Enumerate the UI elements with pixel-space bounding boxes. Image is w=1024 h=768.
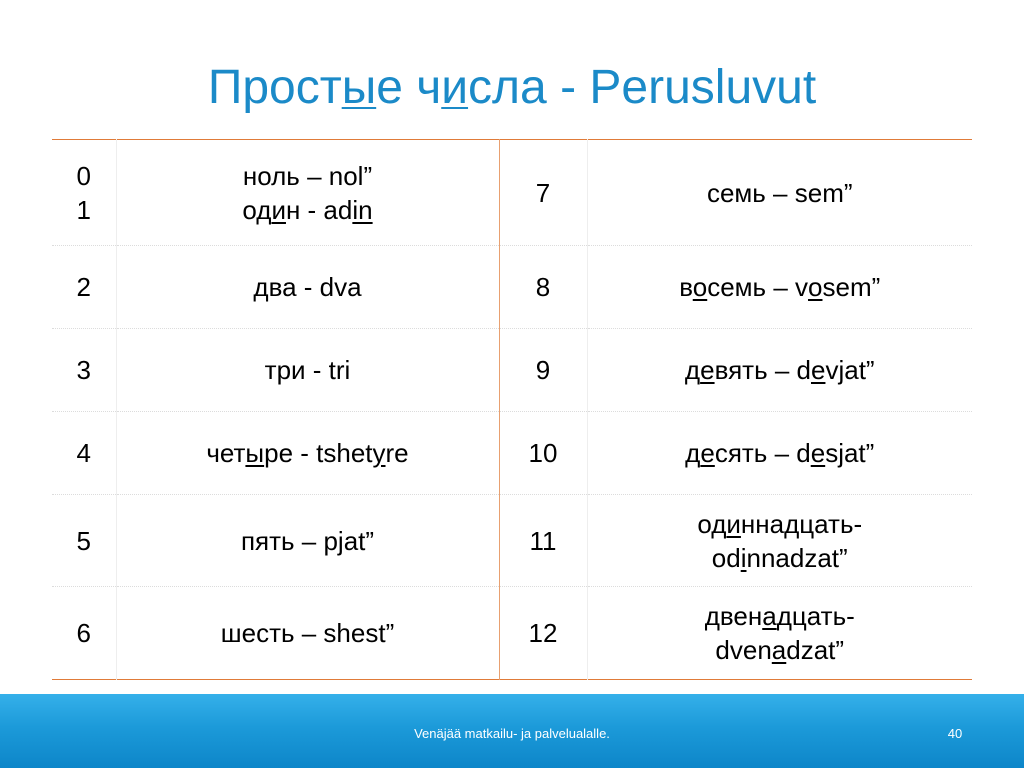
stress-mark: i bbox=[740, 542, 747, 573]
number-value: 6 bbox=[76, 618, 91, 648]
number-value: 11 bbox=[529, 525, 557, 556]
word-text: десять – desjat” bbox=[685, 438, 875, 468]
word-text: шесть – shest” bbox=[220, 618, 395, 648]
number-value: 3 bbox=[76, 355, 91, 385]
title-part: е ч bbox=[376, 61, 442, 114]
number-value: 8 bbox=[535, 272, 551, 302]
stress-mark: e bbox=[810, 355, 826, 385]
title-stress-mark: ы bbox=[341, 61, 377, 114]
slide-title bbox=[0, 52, 1024, 124]
footer-text: Venäjää matkailu- ja palvelualalle. bbox=[414, 726, 610, 741]
word-cell bbox=[116, 495, 499, 587]
number-value: 10 bbox=[528, 438, 558, 468]
number-cell bbox=[52, 246, 116, 329]
word-cell bbox=[587, 246, 972, 329]
word-cell bbox=[116, 329, 499, 412]
number-cell bbox=[52, 140, 116, 246]
word-text: восемь – vosem” bbox=[679, 272, 881, 302]
number-cell bbox=[52, 329, 116, 412]
number-cell bbox=[499, 495, 587, 587]
stress-mark: о bbox=[692, 272, 708, 302]
word-text: семь – sem” bbox=[706, 177, 853, 208]
number-cell bbox=[499, 587, 587, 680]
word-text: девять – devjat” bbox=[684, 355, 875, 385]
word-cell bbox=[116, 412, 499, 495]
number-value: 2 bbox=[76, 272, 91, 302]
stress-mark: е bbox=[700, 355, 715, 385]
number-value: 12 bbox=[528, 618, 558, 648]
stress-mark: ы bbox=[245, 438, 265, 468]
title-part: Прост bbox=[207, 61, 342, 114]
number-value: 7 bbox=[535, 177, 551, 208]
number-cell bbox=[52, 495, 116, 587]
number-cell bbox=[499, 140, 587, 246]
page-number: 40 bbox=[947, 726, 963, 741]
word-cell bbox=[116, 587, 499, 680]
word-cell bbox=[587, 495, 972, 587]
word-cell bbox=[587, 329, 972, 412]
number-cell bbox=[499, 412, 587, 495]
word-text: dvenadzat” bbox=[715, 635, 845, 665]
word-text: одиннадцать- bbox=[697, 508, 863, 539]
number-cell bbox=[499, 329, 587, 412]
table-row bbox=[52, 412, 972, 495]
stress-mark: e bbox=[810, 438, 826, 468]
table-row bbox=[52, 329, 972, 412]
number-value: 0 bbox=[76, 160, 91, 191]
number-value: 4 bbox=[76, 438, 91, 468]
word-cell bbox=[116, 140, 499, 246]
stress-mark: а bbox=[762, 601, 777, 631]
number-value: 5 bbox=[76, 525, 91, 556]
table-row bbox=[52, 140, 972, 246]
stress-mark: и bbox=[271, 194, 286, 225]
number-cell bbox=[52, 587, 116, 680]
numbers-table bbox=[52, 139, 972, 680]
word-text: ноль – nol” bbox=[242, 160, 373, 191]
number-cell bbox=[499, 246, 587, 329]
stress-mark: in bbox=[352, 194, 373, 225]
table-row bbox=[52, 495, 972, 587]
stress-mark: е bbox=[700, 438, 715, 468]
word-text: два - dva bbox=[253, 272, 362, 302]
stress-mark: y bbox=[372, 438, 386, 468]
word-text: двенадцать- bbox=[704, 601, 855, 631]
word-cell bbox=[587, 140, 972, 246]
word-text: odinnadzat” bbox=[711, 542, 848, 573]
word-cell bbox=[116, 246, 499, 329]
word-text: один - adin bbox=[242, 194, 373, 225]
word-cell bbox=[587, 587, 972, 680]
number-value: 9 bbox=[535, 355, 551, 385]
number-cell bbox=[52, 412, 116, 495]
word-cell bbox=[587, 412, 972, 495]
word-text: четыре - tshetyre bbox=[206, 438, 409, 468]
stress-mark: и bbox=[726, 508, 741, 539]
number-value: 1 bbox=[76, 194, 91, 225]
stress-mark: o bbox=[808, 272, 823, 302]
table-row bbox=[52, 587, 972, 680]
stress-mark: a bbox=[771, 635, 787, 665]
word-text: три - tri bbox=[264, 355, 351, 385]
word-text: пять – pjat” bbox=[240, 525, 375, 556]
title-stress-mark: и bbox=[441, 61, 469, 114]
title-part: сла - Perusluvut bbox=[468, 61, 817, 114]
table-row bbox=[52, 246, 972, 329]
